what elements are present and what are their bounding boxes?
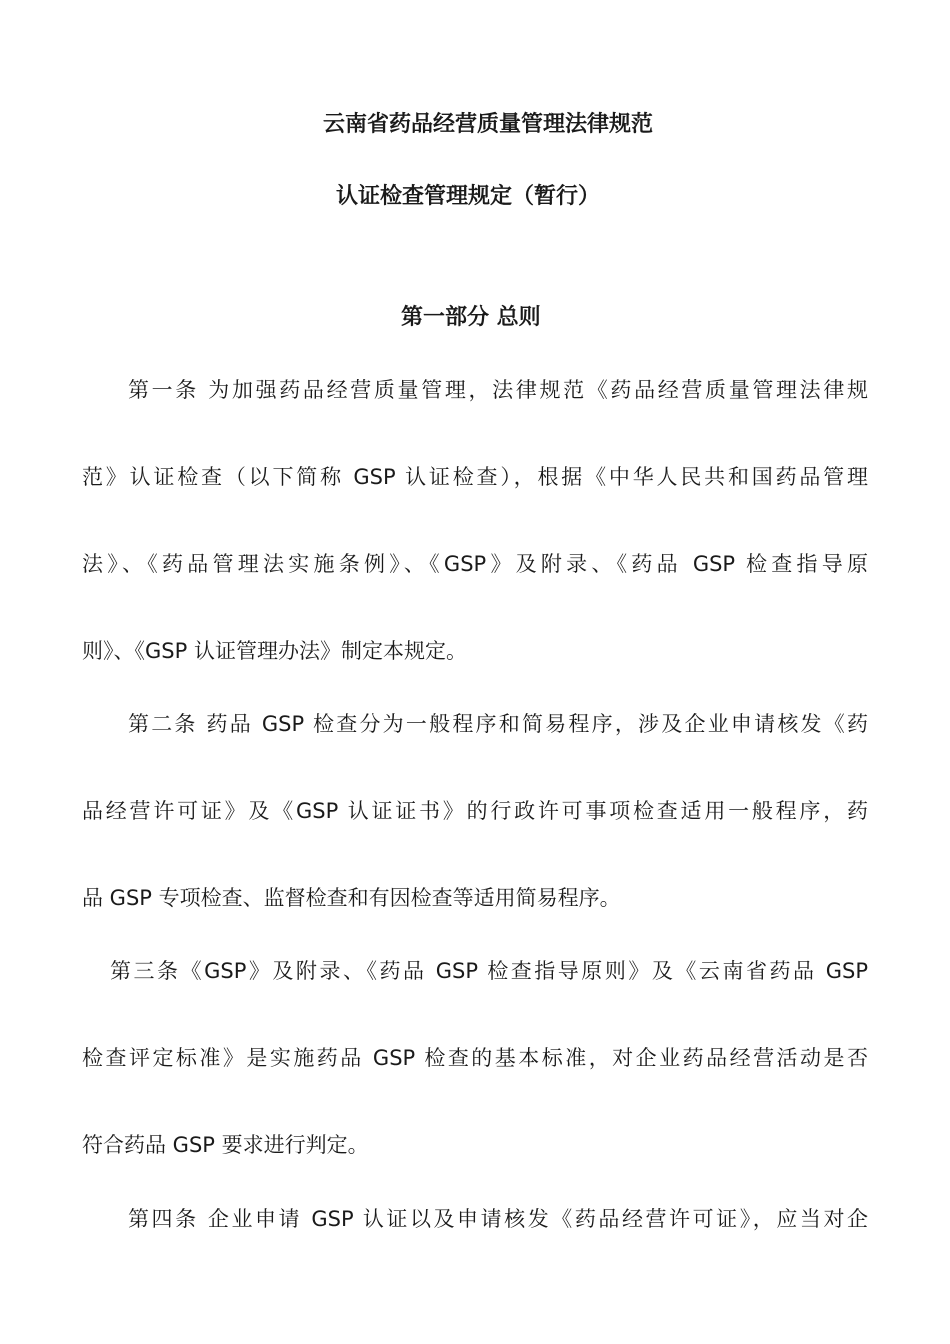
paragraph-line: 检查评定标准》是实施药品 GSP 检查的基本标准，对企业药品经营活动是否	[82, 1046, 868, 1070]
paragraph-line: 符合药品 GSP 要求进行判定。	[82, 1133, 369, 1157]
paragraph-line: 第二条 药品 GSP 检查分为一般程序和简易程序，涉及企业申请核发《药	[128, 712, 868, 736]
section-heading: 第一部分 总则	[401, 305, 541, 330]
paragraph-line: 范》认证检查（以下简称 GSP 认证检查），根据《中华人民共和国药品管理	[82, 465, 868, 489]
paragraph-line: 则》、《GSP 认证管理办法》制定本规定。	[82, 639, 467, 663]
document-subtitle: 认证检查管理规定（暂行）	[336, 184, 601, 209]
paragraph-line: 第三条《GSP》及附录、《药品 GSP 检查指导原则》及《云南省药品 GSP	[110, 959, 868, 983]
document-title: 云南省药品经营质量管理法律规范	[323, 112, 654, 137]
paragraph-line: 品经营许可证》及《GSP 认证证书》的行政许可事项检查适用一般程序，药	[82, 799, 868, 823]
paragraph-line: 品 GSP 专项检查、监督检查和有因检查等适用简易程序。	[82, 886, 621, 910]
paragraph-line: 第一条 为加强药品经营质量管理，法律规范《药品经营质量管理法律规	[128, 378, 868, 402]
paragraph-line: 法》、《药品管理法实施条例》、《GSP》及附录、《药品 GSP 检查指导原	[82, 552, 868, 576]
paragraph-line: 第四条 企业申请 GSP 认证以及申请核发《药品经营许可证》，应当对企	[128, 1207, 868, 1231]
